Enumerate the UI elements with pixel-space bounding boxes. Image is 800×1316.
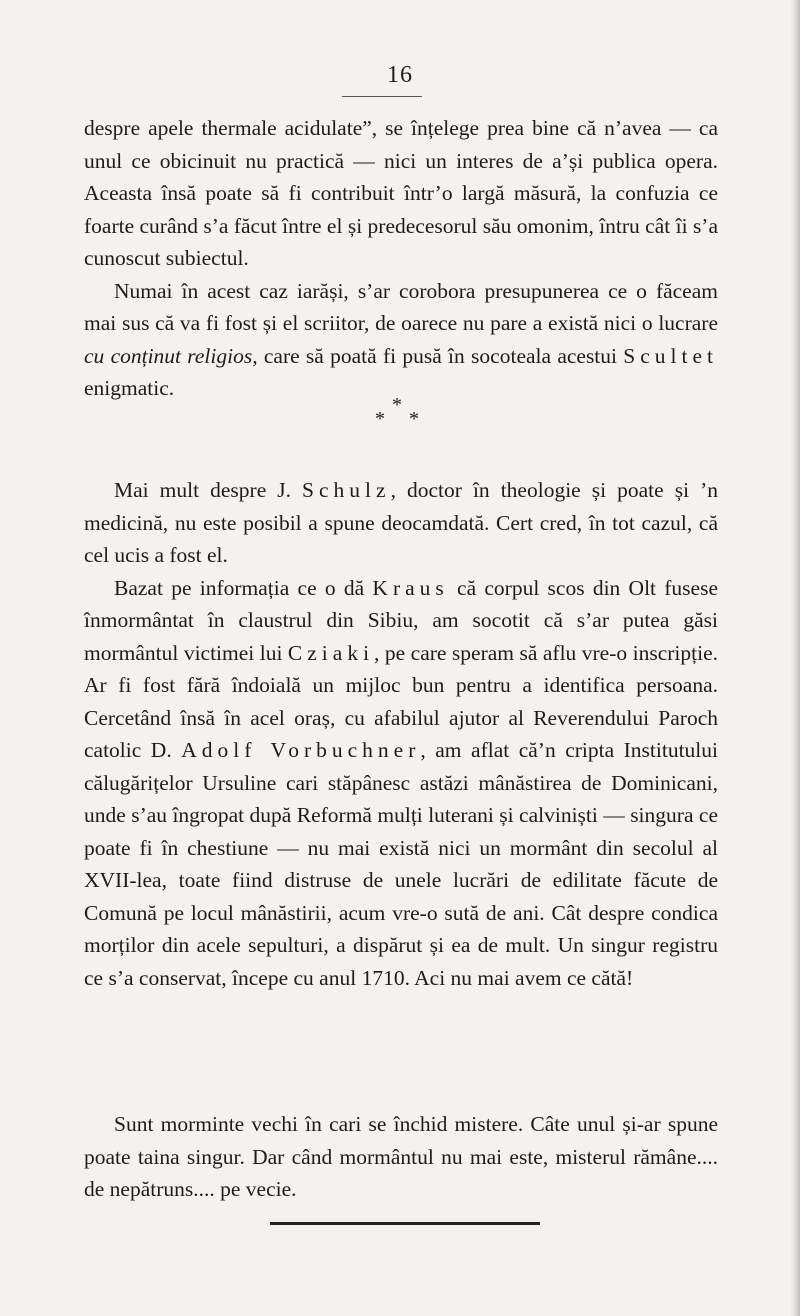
page-number: 16 <box>387 62 413 88</box>
paragraph-2-italic: cu conținut religios, <box>84 343 258 368</box>
name-vorbuchner: Adolf Vorbuchner <box>181 738 421 762</box>
paragraph-4-text-c: , pe care speram să aflu vre-o inscripție. Ar fi fost fără îndoială un mijloc bun pentru a identifica persoana. Cercetând însă în acel oraș, cu afabilul ajutor al Reverendului Paroch catolic D. <box>84 640 718 762</box>
paragraph-2-text-b: care să poată fi pusă în socoteala acestui <box>257 343 624 368</box>
separator-star-top: * <box>392 394 402 416</box>
text-block-upper <box>84 112 718 405</box>
name-schulz: Schulz <box>302 478 391 502</box>
page-number-rule <box>342 96 422 97</box>
paragraph-5: Sunt morminte vechi în cari se închid mistere. Câte unul și-ar spune poate taina singur. Dar când mormântul nu mai este, misterul rămâne.... de nepătruns.... pe vecie. <box>84 1112 718 1201</box>
paragraph-4-text-a: Bazat pe informația ce o dă <box>114 575 373 600</box>
text-block-middle <box>84 474 718 994</box>
paragraph-3 <box>84 474 718 572</box>
paragraph-4-text-b: că corpul scos din Olt fusese înmormântat în claustrul din Sibiu, am socotit că s’ar putea găsi mormântul victimei lui <box>84 575 718 665</box>
paragraph-2 <box>84 275 718 405</box>
name-cziaki: Cziaki <box>287 640 375 665</box>
paragraph-1: despre apele thermale acidulate”, se înțelege prea bine că n’avea — ca unul ce obicinuit nu practică — nici un interes de a’și publica opera. Aceasta însă poate să fi contribuit într’o largă măsură, la confuzia ce foarte curând s’a făcut între el și predecesorul său omonim, întru cât îi s’a cunoscut subiectul. <box>84 116 719 270</box>
name-scultet: Scultet <box>623 343 719 368</box>
separator-star-right: * <box>409 408 419 430</box>
paragraph-2-text-c: enigmatic. <box>84 376 175 400</box>
paragraph-4 <box>84 572 718 995</box>
paragraph-4-text-d: , am aflat că’n cripta Institutului călugărițelor Ursuline cari stăpânesc astăzi mânăstirea de Dominicani, unde s’au îngropat după Reformă mulți luterani și calviniști — singura ce poate fi în chestiune — nu mai există nici un mormânt din secolul al XVII-lea, toate fiind distruse de unele lucrări de edilitate făcute de Comună pe locul mânăstirii, acum vre-o sută de ani. Cât despre condica morților din acele sepulturi, a dispărut și ea de mult. Un singur registru ce s’a conservat, începe cu anul 1710. Aci nu mai avem ce cătă! <box>84 738 719 990</box>
end-rule <box>270 1222 540 1225</box>
text-block-lower <box>84 1108 718 1206</box>
section-separator <box>375 395 425 435</box>
paragraph-2-text-a: Numai în acest caz iarăși, s’ar corobora presupunerea ce o făceam mai sus că va fi fost și el scriitor, de oarece nu pare a există nici o lucrare <box>84 278 718 335</box>
page-edge-shadow <box>790 0 800 1316</box>
paragraph-3-text-b: , doctor în theologie și poate și ’n medicină, nu este posibil a spune deocamdată. Cert cred, în tot cazul, că cel ucis a fost el. <box>84 478 718 567</box>
separator-star-left: * <box>375 408 385 430</box>
name-kraus: Kraus <box>372 575 449 600</box>
paragraph-3-text-a: Mai mult despre J. <box>114 478 303 502</box>
